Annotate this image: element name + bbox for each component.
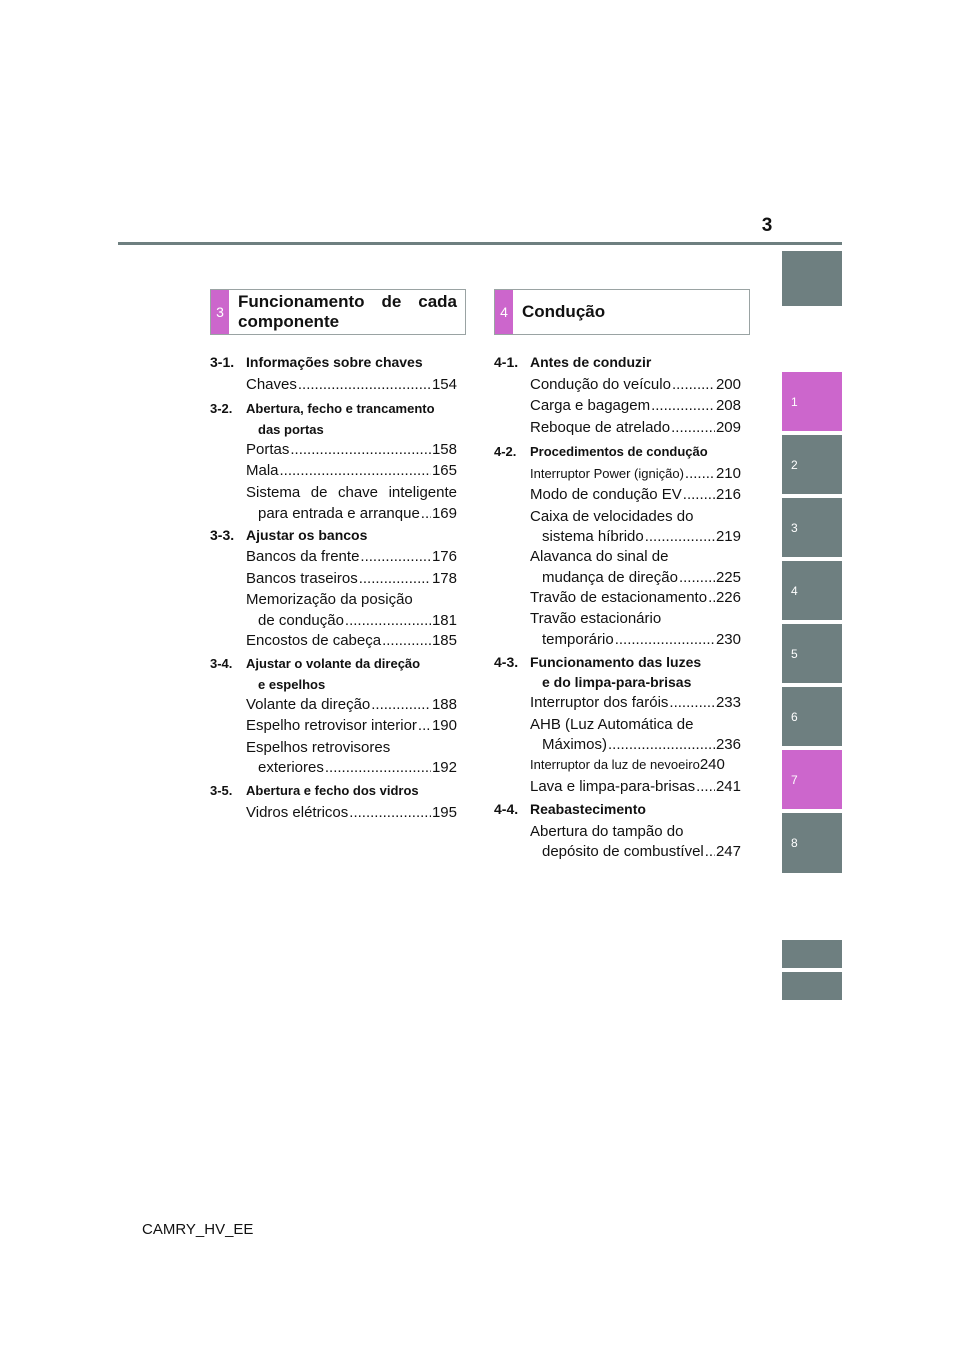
side-tab-1[interactable]: 1 xyxy=(782,372,842,431)
section-header-4 xyxy=(494,289,750,335)
toc-entry[interactable]: Espelho retrovisor interior ..... 190 xyxy=(210,715,457,737)
toc-entry[interactable]: para entrada e arranque ..... 169 xyxy=(210,503,457,525)
section-title: Funcionamento de cada componente xyxy=(238,292,457,331)
toc-subsection[interactable]: 3-1. Informações sobre chaves xyxy=(210,354,423,370)
page-number: 3 xyxy=(761,215,773,236)
side-tab-5[interactable]: 5 xyxy=(782,624,842,683)
toc-entry[interactable]: Encostos de cabeça ..... 185 xyxy=(210,630,457,652)
section-header-3 xyxy=(210,289,466,335)
toc-entry-line1[interactable]: Abertura do tampão do xyxy=(530,822,684,840)
toc-entry[interactable]: Chaves ..... 154 xyxy=(210,374,457,396)
section-number: 4 xyxy=(495,290,513,334)
toc-subsection-cont: e espelhos xyxy=(258,676,326,692)
toc-entry[interactable]: Carga e bagagem ..... 208 xyxy=(494,395,741,417)
toc-entry[interactable]: Máximos) ..... 236 xyxy=(494,735,741,754)
toc-entry-line1[interactable]: Caixa de velocidades do xyxy=(530,507,694,525)
section-title: Condução xyxy=(522,302,606,321)
toc-subsection[interactable]: 3-5. Abertura e fecho dos vidros xyxy=(210,783,419,798)
toc-entry-line1[interactable]: Travão estacionário xyxy=(530,610,662,627)
toc-subsection[interactable]: 3-2. Abertura, fecho e trancamento xyxy=(210,401,435,416)
side-tab-blank-bottom-2[interactable] xyxy=(782,972,842,1000)
toc-entry[interactable]: Interruptor Power (ignição) ..... 210 xyxy=(494,463,741,485)
toc-entry[interactable]: Interruptor dos faróis ..... 233 xyxy=(494,692,741,714)
side-tab-3[interactable]: 3 xyxy=(782,498,842,557)
toc-entry[interactable]: mudança de direção ..... 225 xyxy=(494,568,741,587)
toc-entry[interactable]: Modo de condução EV ..... 216 xyxy=(494,484,741,506)
section-number: 3 xyxy=(211,290,229,334)
toc-subsection[interactable]: 4-2. Procedimentos de condução xyxy=(494,444,708,459)
side-tab-blank-bottom-1[interactable] xyxy=(782,940,842,968)
toc-entry[interactable]: Volante da direção ..... 188 xyxy=(210,694,457,716)
toc-entry-line1[interactable]: Memorização da posição xyxy=(246,591,413,608)
toc-entry[interactable]: Travão de estacionamento ..... 226 xyxy=(494,587,741,609)
toc-entry[interactable]: Interruptor da luz de nevoeiro 240 xyxy=(530,756,725,773)
toc-entry[interactable]: depósito de combustível ..... 247 xyxy=(494,842,741,861)
side-tab-blank-top[interactable] xyxy=(782,251,842,306)
toc-column-right xyxy=(494,352,741,861)
toc-entry[interactable]: Reboque de atrelado ..... 209 xyxy=(494,417,741,439)
side-tab-8[interactable]: 8 xyxy=(782,813,842,873)
side-tab-7[interactable]: 7 xyxy=(782,750,842,809)
toc-entry[interactable]: temporário ..... 230 xyxy=(494,630,741,649)
toc-subsection-cont: das portas xyxy=(258,421,324,437)
toc-entry[interactable]: Portas ..... 158 xyxy=(210,439,457,461)
toc-entry[interactable]: de condução ..... 181 xyxy=(210,611,457,630)
side-tab-4[interactable]: 4 xyxy=(782,561,842,620)
toc-subsection[interactable]: 3-4. Ajustar o volante da direção xyxy=(210,656,421,671)
toc-entry[interactable]: Lava e limpa-para-brisas ..... 241 xyxy=(494,776,741,798)
toc-entry[interactable]: Vidros elétricos ..... 195 xyxy=(210,802,457,824)
footer-model-code: CAMRY_HV_EE xyxy=(142,1221,254,1238)
toc-subsection-cont: e do limpa-para-brisas xyxy=(542,674,692,690)
side-tab-6[interactable]: 6 xyxy=(782,687,842,746)
toc-entry[interactable]: Condução do veículo ..... 200 xyxy=(494,374,741,396)
toc-subsection[interactable]: 4-4. Reabastecimento xyxy=(494,801,646,817)
header-rule xyxy=(118,242,842,245)
toc-subsection[interactable]: 4-1. Antes de conduzir xyxy=(494,354,652,370)
toc-entry[interactable]: exteriores ..... 192 xyxy=(210,758,457,777)
toc-entry-line1[interactable]: AHB (Luz Automática de xyxy=(530,715,694,733)
toc-entry[interactable]: Mala ..... 165 xyxy=(210,460,457,482)
toc-entry[interactable]: Bancos traseiros ..... 178 xyxy=(210,568,457,590)
toc-entry-line1[interactable]: Alavanca do sinal de xyxy=(530,548,669,565)
side-tab-2[interactable]: 2 xyxy=(782,435,842,494)
toc-entry-line1[interactable]: Espelhos retrovisores xyxy=(246,738,391,756)
toc-entry[interactable]: sistema híbrido ..... 219 xyxy=(494,527,741,546)
toc-subsection[interactable]: 3-3. Ajustar os bancos xyxy=(210,526,368,543)
toc-entry-line1[interactable]: Sistema de chave inteligente xyxy=(246,483,457,501)
toc-column-left xyxy=(210,352,457,823)
toc-subsection[interactable]: 4-3. Funcionamento das luzes xyxy=(494,653,702,670)
toc-entry[interactable]: Bancos da frente ..... 176 xyxy=(210,546,457,568)
